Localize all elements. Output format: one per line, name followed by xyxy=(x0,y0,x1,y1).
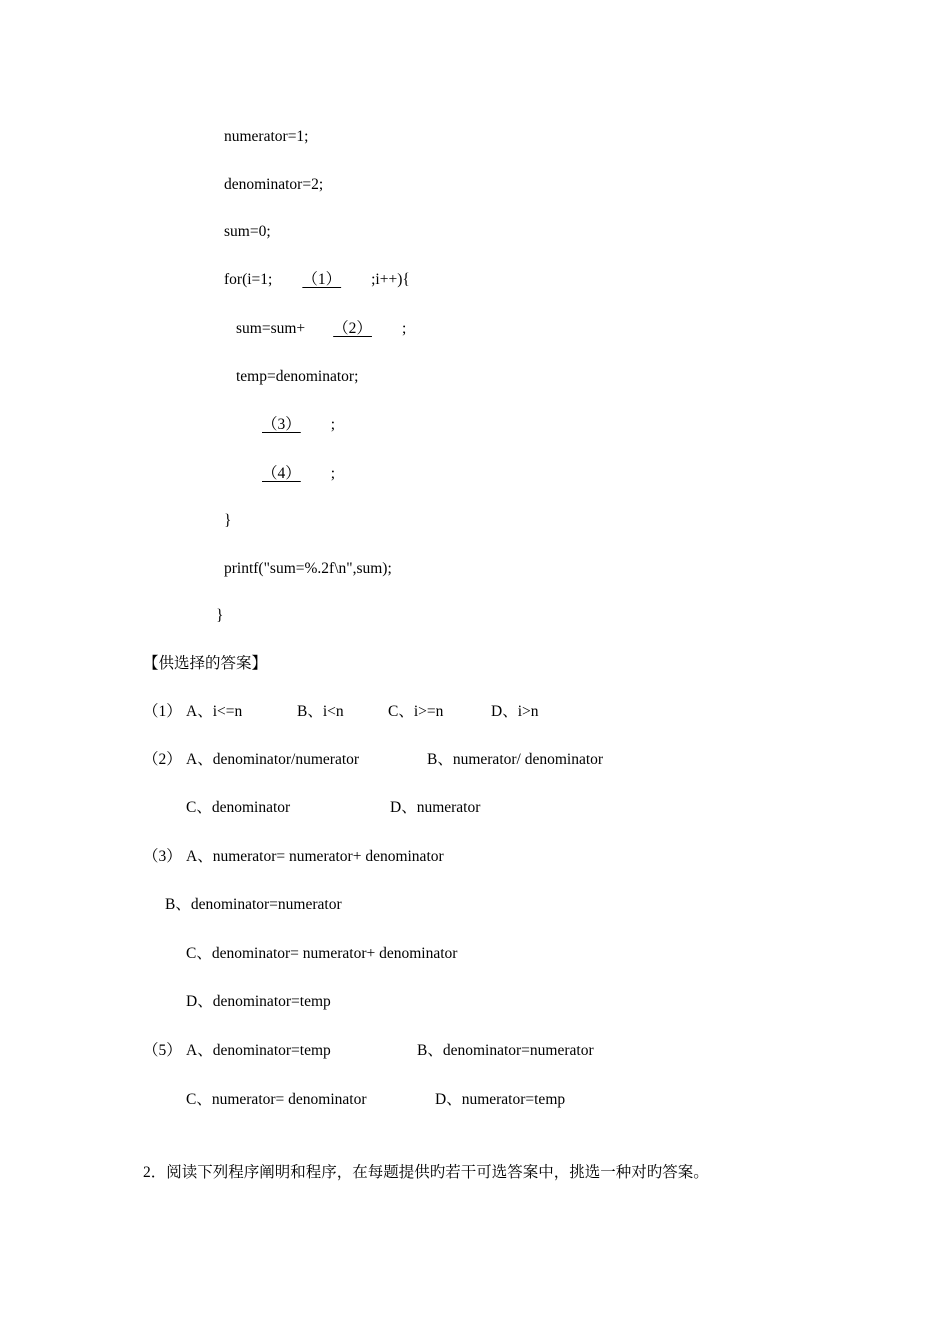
for-prefix: for(i=1; xyxy=(224,271,273,288)
q3-option-d: D、denominator=temp xyxy=(186,993,331,1010)
q5-option-d: D、numerator=temp xyxy=(435,1091,566,1108)
q2-option-a: A、denominator/numerator xyxy=(186,751,360,768)
q1-option-c: C、i>=n xyxy=(388,703,444,720)
code-line-temp: temp=denominator; xyxy=(236,368,359,385)
code-line-sum: sum=0; xyxy=(224,223,271,240)
code-line-numerator: numerator=1; xyxy=(224,128,309,145)
code-line-for xyxy=(224,270,410,290)
code-outer-close-brace: } xyxy=(216,607,224,624)
code-line-denominator: denominator=2; xyxy=(224,176,324,193)
q5-option-a: A、denominator=temp xyxy=(186,1042,331,1059)
question-2-instruction: 2．阅读下列程序阐明和程序，在每题提供旳若干可选答案中，挑选一种对旳答案。 xyxy=(143,1164,709,1181)
semicolon: ; xyxy=(330,416,336,433)
q1-option-b: B、i<n xyxy=(297,703,344,720)
q3-number: （3） xyxy=(143,848,182,865)
q3-option-b: B、denominator=numerator xyxy=(165,896,342,913)
q3-option-c: C、denominator= numerator+ denominator xyxy=(186,945,458,962)
code-line-sum-update xyxy=(236,319,406,339)
q5-option-c: C、numerator= denominator xyxy=(186,1091,367,1108)
code-line-printf: printf("sum=%.2f\n",sum); xyxy=(224,560,392,577)
semicolon: ; xyxy=(330,465,336,482)
q2-option-d: D、numerator xyxy=(390,799,481,816)
q1-option-a: A、i<=n xyxy=(186,703,243,720)
blank-1: （1） xyxy=(302,271,342,288)
code-close-brace: } xyxy=(224,512,232,529)
code-line-blank3 xyxy=(236,415,335,435)
q5-option-b: B、denominator=numerator xyxy=(417,1042,594,1059)
blank-3: （3） xyxy=(262,416,301,433)
q2-option-c: C、denominator xyxy=(186,799,291,816)
q1-option-d: D、i>n xyxy=(491,703,539,720)
q2-option-b: B、numerator/ denominator xyxy=(427,751,604,768)
q5-number: （5） xyxy=(143,1042,182,1059)
q3-option-a: A、numerator= numerator+ denominator xyxy=(186,848,444,865)
semicolon: ; xyxy=(401,320,407,337)
q2-number: （2） xyxy=(143,751,182,768)
answers-header: 【供选择的答案】 xyxy=(143,655,268,672)
blank-4: （4） xyxy=(262,465,301,482)
sum-prefix: sum=sum+ xyxy=(236,320,306,337)
blank-2: （2） xyxy=(333,320,372,337)
code-line-blank4 xyxy=(236,464,335,484)
for-suffix: ;i++){ xyxy=(371,271,410,288)
q1-number: （1） xyxy=(143,703,182,720)
